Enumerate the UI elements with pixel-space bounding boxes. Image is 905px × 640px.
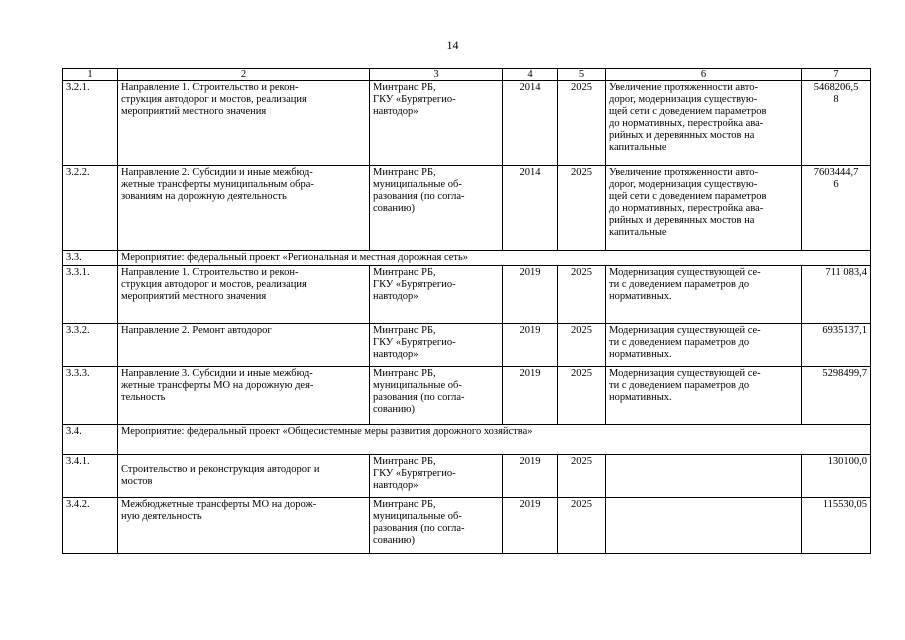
end-year: 2025 bbox=[558, 324, 606, 367]
start-year: 2019 bbox=[503, 266, 558, 324]
expected-result: Увеличение протяженности авто- дорог, модернизация существую- щей сети с доведением параметров до нормативных, перестройка ава- рийных и деревянных мостов на капитальные bbox=[606, 81, 802, 166]
section-row bbox=[63, 425, 871, 455]
table-row bbox=[63, 455, 871, 498]
end-year: 2025 bbox=[558, 266, 606, 324]
measure-name: Направление 2. Субсидии и иные межбюд- жетные трансферты муниципальным обра- зованиям на дорожную деятельность bbox=[118, 166, 370, 251]
end-year: 2025 bbox=[558, 455, 606, 498]
measure-name: Направление 1. Строительство и рекон- струкция автодорог и мостов, реализация мероприятий местного значения bbox=[118, 81, 370, 166]
row-number: 3.3.1. bbox=[63, 266, 118, 324]
executor: Минтранс РБ, муниципальные об- разования (по согла- сованию) bbox=[370, 367, 503, 425]
expected-result bbox=[606, 498, 802, 554]
funding-amount: 5298499,7 bbox=[802, 367, 871, 425]
column-header: 6 bbox=[606, 69, 802, 81]
funding-amount: 130100,0 bbox=[802, 455, 871, 498]
page-number: 14 bbox=[446, 38, 459, 52]
executor: Минтранс РБ, ГКУ «Бурятрегио- навтодор» bbox=[370, 455, 503, 498]
start-year: 2019 bbox=[503, 498, 558, 554]
expected-result: Модернизация существующей се- ти с доведением параметров до нормативных. bbox=[606, 266, 802, 324]
executor: Минтранс РБ, ГКУ «Бурятрегио- навтодор» bbox=[370, 81, 503, 166]
funding-amount: 6935137,1 bbox=[802, 324, 871, 367]
section-number: 3.4. bbox=[63, 425, 118, 455]
table-row bbox=[63, 498, 871, 554]
measure-name: Направление 2. Ремонт автодорог bbox=[118, 324, 370, 367]
funding-amount: 711 083,4 bbox=[802, 266, 871, 324]
funding-amount: 115530,05 bbox=[802, 498, 871, 554]
expected-result: Модернизация существующей се- ти с доведением параметров до нормативных. bbox=[606, 324, 802, 367]
expected-result: Модернизация существующей се- ти с доведением параметров до нормативных. bbox=[606, 367, 802, 425]
measure-name: Строительство и реконструкция автодорог и мостов bbox=[118, 455, 370, 498]
funding-amount: 7603444,7 6 bbox=[802, 166, 871, 251]
row-number: 3.2.2. bbox=[63, 166, 118, 251]
column-header: 7 bbox=[802, 69, 871, 81]
table-row bbox=[63, 81, 871, 166]
executor: Минтранс РБ, муниципальные об- разования (по согла- сованию) bbox=[370, 498, 503, 554]
expected-result: Увеличение протяженности авто- дорог, модернизация существую- щей сети с доведением параметров до нормативных, перестройка ава- рийных и деревянных мостов на капитальные bbox=[606, 166, 802, 251]
funding-amount: 5468206,5 8 bbox=[802, 81, 871, 166]
end-year: 2025 bbox=[558, 367, 606, 425]
section-title: Мероприятие: федеральный проект «Общесистемные меры развития дорожного хозяйства» bbox=[118, 425, 871, 455]
start-year: 2019 bbox=[503, 455, 558, 498]
end-year: 2025 bbox=[558, 81, 606, 166]
section-row bbox=[63, 251, 871, 266]
executor: Минтранс РБ, муниципальные об- разования (по согла- сованию) bbox=[370, 166, 503, 251]
column-header: 2 bbox=[118, 69, 370, 81]
end-year: 2025 bbox=[558, 166, 606, 251]
section-title: Мероприятие: федеральный проект «Региональная и местная дорожная сеть» bbox=[118, 251, 871, 266]
column-header: 3 bbox=[370, 69, 503, 81]
end-year: 2025 bbox=[558, 498, 606, 554]
expected-result bbox=[606, 455, 802, 498]
row-number: 3.3.3. bbox=[63, 367, 118, 425]
start-year: 2014 bbox=[503, 166, 558, 251]
section-number: 3.3. bbox=[63, 251, 118, 266]
table-row bbox=[63, 367, 871, 425]
measure-name: Направление 3. Субсидии и иные межбюд- жетные трансферты МО на дорожную дея- тельность bbox=[118, 367, 370, 425]
table-row bbox=[63, 166, 871, 251]
program-table bbox=[62, 68, 871, 554]
table-row bbox=[63, 324, 871, 367]
start-year: 2014 bbox=[503, 81, 558, 166]
executor: Минтранс РБ, ГКУ «Бурятрегио- навтодор» bbox=[370, 324, 503, 367]
start-year: 2019 bbox=[503, 324, 558, 367]
column-header: 4 bbox=[503, 69, 558, 81]
start-year: 2019 bbox=[503, 367, 558, 425]
executor: Минтранс РБ, ГКУ «Бурятрегио- навтодор» bbox=[370, 266, 503, 324]
row-number: 3.2.1. bbox=[63, 81, 118, 166]
table-header-row bbox=[63, 69, 871, 81]
row-number: 3.4.1. bbox=[63, 455, 118, 498]
measure-name: Направление 1. Строительство и рекон- струкция автодорог и мостов, реализация мероприятий местного значения bbox=[118, 266, 370, 324]
column-header: 5 bbox=[558, 69, 606, 81]
row-number: 3.4.2. bbox=[63, 498, 118, 554]
measure-name: Межбюджетные трансферты МО на дорож- ную деятельность bbox=[118, 498, 370, 554]
table-row bbox=[63, 266, 871, 324]
column-header: 1 bbox=[63, 69, 118, 81]
row-number: 3.3.2. bbox=[63, 324, 118, 367]
